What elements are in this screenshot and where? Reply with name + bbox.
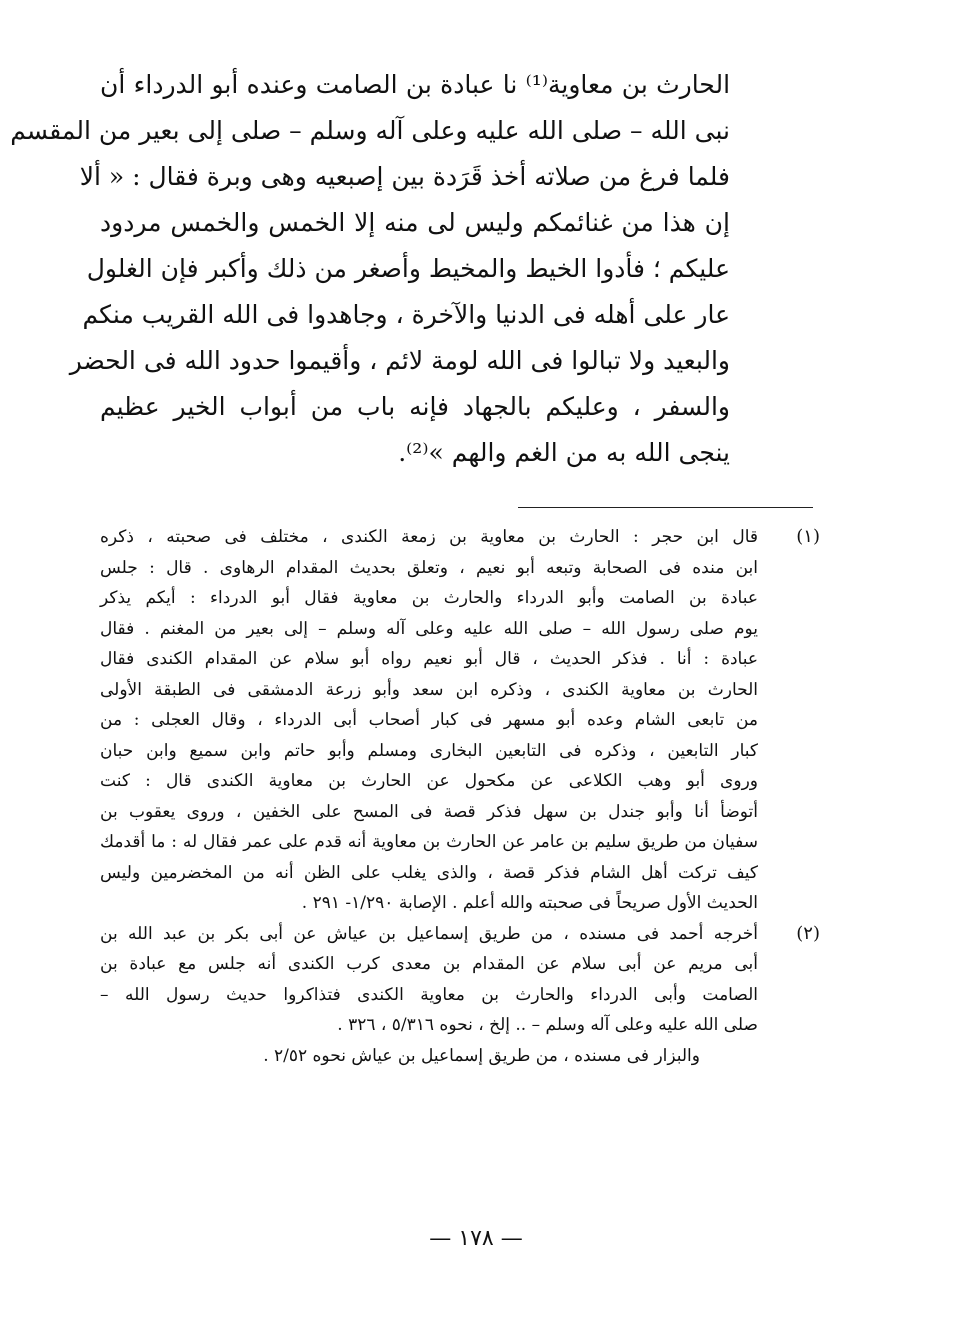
main-text-line: والبعيد ولا تبالوا فى الله لومة لائم ، وأقيموا حدود الله فى الحضر (69, 346, 730, 375)
footnote-line: ابن منده فى الصحابة وتبعه أبو نعيم ، وتعلق بحديث المقدام الرهاوى . قال : جلس (100, 557, 758, 578)
footnote-number: (٢) (796, 922, 820, 944)
footnote-line: وروى أبو وهب الكلاعى عن مكحول عن الحارث بن معاوية الكندى قال : كنت (100, 771, 758, 791)
footnote-line: الصامت وأبى الدرداء والحارث بن معاوية الكندى فتذاكروا حديث رسول الله – (100, 984, 758, 1005)
footnote-line: كبار التابعين ، وذكره فى التابعين البخارى ومسلم وأبو حاتم وابن سميع وابن حبان (100, 740, 758, 761)
page-number: — ١٧٨ — (429, 1226, 523, 1251)
footnote-2 (100, 919, 820, 1072)
footnote-line: أتوضأ أنا وأبو جندل بن سهل فذكر قصة فى المسح على الخفين ، وروى يعقوب بن (100, 801, 758, 822)
footnote-line: سفيان من طريق سليم بن عامر عن الحارث بن معاوية أنه قدم على عمر فقال له : ما أقدمك (100, 832, 758, 852)
main-text-line: إن هذا من غنائمكم وليس لى منه إلا الخمس والخمس مردود (100, 208, 730, 237)
main-text-line: فلما فرغ من صلاته أخذ قَرَدة بين إصبعيه وهى وبرة فقال : « ألا (79, 162, 730, 191)
footnote-body (100, 919, 758, 1072)
footnote-line: عبادة : أنا . فذكر الحديث ، قال أبو نعيم رواه أبو سلام عن المقدام الكندى فقال (100, 649, 758, 669)
main-text-line: ينجى الله به من الغم والهم »⁽²⁾. (398, 438, 730, 467)
footnote-line: أبى مريم عن أبى سلام عن المقدام بن معدى كرب الكندى أنه جلس مع عبادة بن (100, 954, 758, 974)
footnote-line: والبزار فى مسنده ، من طريق إسماعيل بن عياش نحوه ٢/٥٢ . (263, 1045, 700, 1066)
main-text-line: الحارث بن معاوية⁽¹⁾ نا عبادة بن الصامت وعنده أبو الدرداء أن (100, 70, 731, 99)
footnote-line: أخرجه أحمد فى مسنده ، من طريق إسماعيل بن عياش عن أبى بكر بن عبد الله بن (100, 923, 758, 944)
footnote-line: كيف تركت أهل الشام فذكر قصة ، والذى يغلب على الظن أنه من المخضرمين وليس (100, 862, 758, 883)
footnote-1 (100, 522, 820, 919)
footnote-line: قال ابن حجر : الحارث بن معاوية بن زمعة الكندى ، مختلف فى صحبته ، ذكره (100, 527, 758, 547)
footnote-separator (518, 507, 813, 508)
main-text-line: عليكم ؛ فأدوا الخيط والمخيط وأصغر من ذلك وأكبر فإن الغلول (86, 254, 730, 283)
footnote-body (100, 522, 758, 919)
footnote-line: عبادة بن الصامت وأبو الدرداء والحارث بن معاوية فقال أبو الدرداء : أيكم يذكر (100, 588, 758, 608)
footnote-line: الحارث بن معاوية الكندى ، وذكره ابن سعد وأبو زرعة الدمشقى فى الطبقة الأولى (100, 679, 758, 700)
main-text-line: والسفر ، وعليكم بالجهاد فإنه باب من أبواب الخير عظيم (100, 392, 730, 421)
footnote-line: يوم صلى رسول الله – صلى الله عليه وعلى آله وسلم – إلى بعير من المغنم . فقال (100, 618, 758, 639)
footnotes-block (100, 522, 820, 1071)
footnote-number: (١) (796, 526, 820, 547)
footnote-line: صلى الله عليه وعلى آله وسلم – .. إلخ ، نحوه ٥/٣١٦ ، ٣٢٦ . (337, 1015, 758, 1035)
footnote-line: من تابعى الشام وعده أبو مسهر فى كبار أصحاب أبى الدرداء ، وقال العجلى : من (100, 710, 758, 730)
main-text-line: نبى الله – صلى الله عليه وعلى آله وسلم – صلى إلى بعير من المقسم (10, 116, 730, 145)
main-text-block (10, 62, 731, 476)
footnote-line: الحديث الأول صريحاً فى صحبته والله أعلم . الإصابة ١/٢٩٠- ٢٩١ . (301, 893, 758, 913)
main-text-line: عار على أهله فى الدنيا والآخرة ، وجاهدوا فى الله القريب منكم (82, 300, 730, 329)
